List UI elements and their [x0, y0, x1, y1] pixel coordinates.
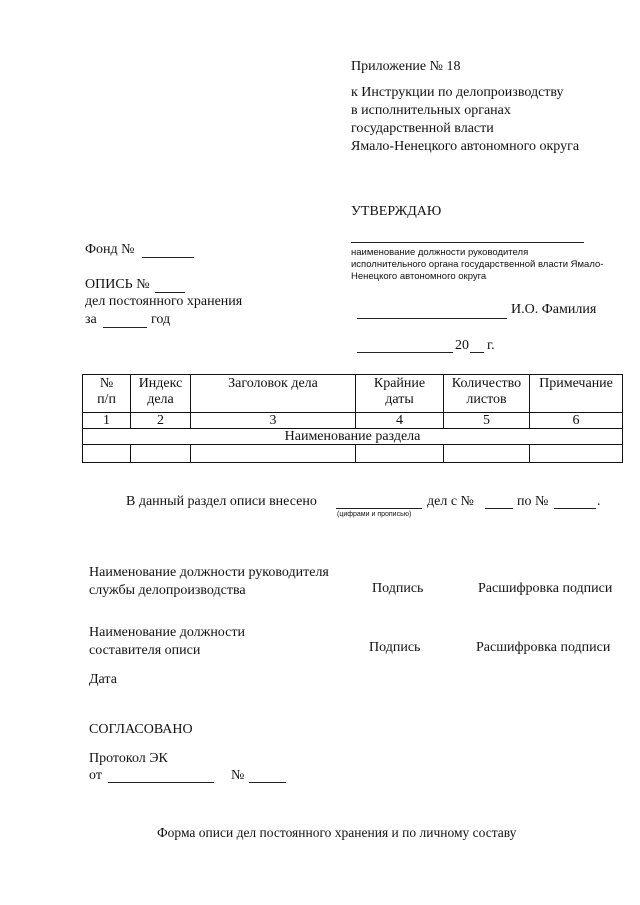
- fond-label: Фонд №: [85, 242, 135, 257]
- header-text: Индекс дела: [138, 376, 183, 407]
- form-footer: Форма описи дел постоянного хранения и по личному составу: [157, 825, 517, 840]
- summary-middle: дел с №: [427, 494, 474, 509]
- for-label: за: [85, 312, 97, 327]
- summary-prefix: В данный раздел описи внесено: [126, 494, 317, 509]
- protocol-number-label: №: [231, 768, 245, 783]
- protocol-from-label: от: [89, 768, 102, 783]
- appendix-line: Ямало-Ненецкого автономного округа: [351, 139, 580, 154]
- signature-sign-2: Подпись: [369, 640, 421, 655]
- table-number-row: [83, 413, 623, 429]
- table-section-row: [83, 429, 623, 445]
- table-cell: [530, 445, 623, 463]
- table-cell: [131, 445, 191, 463]
- protocol-label: Протокол ЭК: [89, 751, 168, 766]
- table-header-row: [83, 375, 623, 413]
- signature-position-1: [89, 564, 329, 600]
- protocol-number-line: [249, 782, 286, 783]
- summary-to: по №: [517, 494, 549, 509]
- summary-to-line: [554, 508, 596, 509]
- col-number: 3: [191, 413, 356, 429]
- signature-position-2: [89, 624, 245, 660]
- appendix-instruction: [351, 84, 579, 156]
- summary-caption: (цифрами и прописью): [337, 511, 412, 518]
- summary-from-line: [485, 508, 513, 509]
- date-label: Дата: [89, 672, 117, 687]
- col-number: 5: [444, 413, 530, 429]
- caption-line: исполнительного органа государственной власти Ямало-: [351, 259, 604, 270]
- position-line: составителя описи: [89, 643, 201, 658]
- table-cell: [444, 445, 530, 463]
- col-header-title: [191, 375, 356, 413]
- approve-year-suffix: г.: [487, 338, 495, 353]
- col-header-note: [530, 375, 623, 413]
- col-header-sheets: [444, 375, 530, 413]
- storage-line: дел постоянного хранения: [85, 294, 243, 309]
- col-number: 6: [530, 413, 623, 429]
- position-line: службы делопроизводства: [89, 583, 246, 598]
- signature-decode-1: Расшифровка подписи: [478, 581, 613, 596]
- approve-signature-line: [357, 318, 507, 319]
- header-text: Примечание: [539, 376, 613, 391]
- signature-sign-1: Подпись: [372, 581, 424, 596]
- table-cell: [83, 445, 131, 463]
- header-text: Крайние даты: [373, 376, 426, 407]
- approve-position-line: [351, 242, 584, 243]
- appendix-line: в исполнительных органах: [351, 103, 511, 118]
- approve-name: И.О. Фамилия: [511, 302, 597, 317]
- table-cell: [356, 445, 444, 463]
- col-header-dates: [356, 375, 444, 413]
- appendix-title: Приложение № 18: [351, 59, 461, 74]
- approve-position-caption: [351, 247, 603, 283]
- year-label: год: [151, 312, 171, 327]
- protocol-date-line: [108, 782, 214, 783]
- position-line: Наименование должности: [89, 625, 245, 640]
- col-header-index: [131, 375, 191, 413]
- approve-year-line: [470, 352, 484, 353]
- caption-line: Ненецкого автономного округа: [351, 271, 487, 282]
- approve-date-line: [357, 352, 453, 353]
- table-cell: [191, 445, 356, 463]
- col-number: 1: [83, 413, 131, 429]
- inventory-number-line: [155, 292, 185, 293]
- summary-count-line: [336, 508, 422, 509]
- section-title: Наименование раздела: [83, 429, 623, 445]
- col-number: 4: [356, 413, 444, 429]
- position-line: Наименование должности руководителя: [89, 565, 329, 580]
- fond-number-line: [142, 257, 194, 258]
- caption-line: наименование должности руководителя: [351, 247, 529, 258]
- inventory-label: ОПИСЬ №: [85, 277, 150, 292]
- agreed-title: СОГЛАСОВАНО: [89, 722, 193, 737]
- header-text: № п/п: [97, 376, 116, 407]
- header-text: Количество листов: [451, 376, 522, 407]
- appendix-line: к Инструкции по делопроизводству: [351, 85, 564, 100]
- col-number: 2: [131, 413, 191, 429]
- approve-year: 20: [455, 338, 469, 353]
- table-row: [83, 445, 623, 463]
- year-line: [103, 327, 147, 328]
- header-text: Заголовок дела: [228, 376, 318, 391]
- summary-end: .: [597, 494, 601, 509]
- appendix-line: государственной власти: [351, 121, 494, 136]
- col-header-number: [83, 375, 131, 413]
- approve-title: УТВЕРЖДАЮ: [351, 204, 442, 219]
- signature-decode-2: Расшифровка подписи: [476, 640, 611, 655]
- inventory-table: [82, 374, 623, 463]
